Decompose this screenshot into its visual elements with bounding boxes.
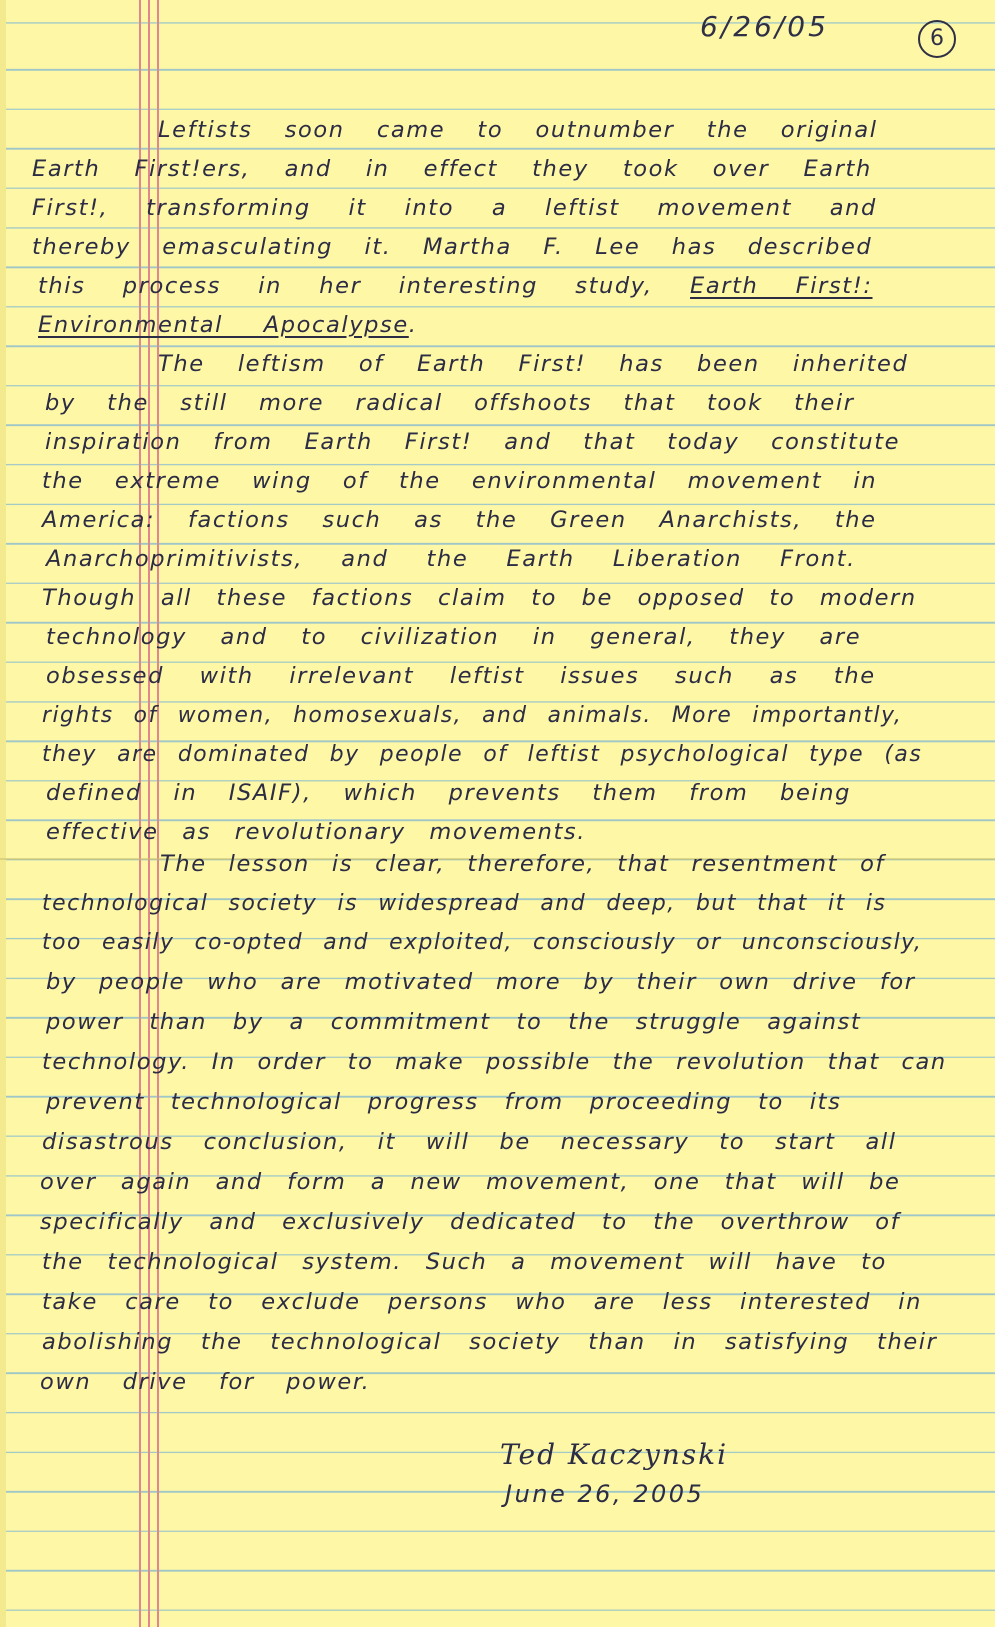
text-line	[42, 1129, 897, 1155]
text-segment: Earth First!ers, and in effect they took over Earth	[32, 156, 872, 182]
page-edge	[0, 0, 6, 1627]
text-line	[42, 468, 877, 494]
text-segment: defined in ISAIF), which prevents them from being	[46, 780, 851, 806]
text-line	[32, 234, 872, 260]
text-line	[42, 929, 922, 955]
text-segment: prevent technological progress from proceeding to its	[46, 1089, 842, 1115]
text-line	[42, 1329, 937, 1355]
underlined-title: Earth First!:	[690, 273, 873, 299]
text-line	[42, 507, 877, 533]
text-segment: abolishing the technological society than in satisfying their	[42, 1329, 938, 1355]
text-line	[32, 195, 877, 221]
text-line	[158, 351, 908, 377]
text-segment: own drive for power.	[40, 1369, 371, 1395]
text-line	[32, 156, 872, 182]
text-segment: .	[408, 312, 418, 338]
text-line	[38, 273, 873, 299]
text-segment: America: factions such as the Green Anarchists, the	[42, 507, 877, 533]
text-segment: thereby emasculating it. Martha F. Lee has described	[32, 234, 873, 260]
text-line	[46, 780, 851, 806]
text-line	[45, 429, 900, 455]
text-segment: Anarchoprimitivists, and the Earth Liberation Front.	[46, 546, 856, 572]
text-segment: they are dominated by people of leftist psychological type (as	[42, 741, 923, 767]
text-segment: The leftism of Earth First! has been inherited	[158, 351, 909, 377]
text-segment: by the still more radical offshoots that took their	[45, 390, 855, 416]
text-segment: disastrous conclusion, it will be necessary to start all	[42, 1129, 897, 1155]
text-segment: inspiration from Earth First! and that today constitute	[45, 429, 901, 455]
text-line	[46, 1089, 841, 1115]
page-date: 6/26/05	[700, 10, 829, 43]
signature-name: Ted Kaczynski	[500, 1438, 729, 1471]
text-segment: too easily co-opted and exploited, consciously or unconsciously,	[42, 929, 923, 955]
text-line	[46, 546, 856, 572]
underlined-title: Environmental Apocalypse	[38, 312, 409, 338]
text-segment: this process in her interesting study,	[38, 273, 691, 299]
text-segment: take care to exclude persons who are less interested in	[42, 1289, 923, 1315]
page-number: 6	[918, 20, 956, 58]
text-line	[42, 890, 887, 916]
signature-date: June 26, 2005	[505, 1480, 705, 1508]
text-line	[46, 1009, 861, 1035]
text-line	[42, 585, 917, 611]
text-segment: Though all these factions claim to be opposed to modern	[42, 585, 917, 611]
text-line	[42, 1249, 887, 1275]
text-line	[42, 741, 922, 767]
text-segment: First!, transforming it into a leftist movement and	[32, 195, 877, 221]
text-segment: effective as revolutionary movements.	[46, 819, 586, 845]
text-line	[46, 969, 916, 995]
text-segment: technology. In order to make possible the revolution that can	[42, 1049, 947, 1075]
text-segment: specifically and exclusively dedicated to the overthrow of	[40, 1209, 901, 1235]
text-line	[42, 1049, 947, 1075]
text-line	[40, 1209, 900, 1235]
text-line	[42, 702, 902, 728]
text-line	[42, 1289, 922, 1315]
text-line	[158, 117, 878, 143]
text-line	[46, 624, 861, 650]
text-line	[46, 819, 586, 845]
text-line	[46, 663, 876, 689]
text-segment: technological society is widespread and deep, but that it is	[42, 890, 887, 916]
text-line	[45, 390, 855, 416]
text-segment: by people who are motivated more by their own drive for	[46, 969, 916, 995]
text-segment: the technological system. Such a movement will have to	[42, 1249, 887, 1275]
text-segment: technology and to civilization in general, they are	[46, 624, 862, 650]
text-segment: over again and form a new movement, one that will be	[40, 1169, 901, 1195]
text-segment: the extreme wing of the environmental movement in	[42, 468, 878, 494]
text-segment: obsessed with irrelevant leftist issues such as the	[46, 663, 876, 689]
text-segment: power than by a commitment to the struggle against	[46, 1009, 862, 1035]
text-line	[38, 312, 418, 338]
text-line	[40, 1169, 900, 1195]
text-segment: The lesson is clear, therefore, that resentment of	[160, 851, 885, 877]
text-line	[40, 1369, 370, 1395]
text-segment: rights of women, homosexuals, and animals. More importantly,	[42, 702, 903, 728]
text-line	[160, 851, 885, 877]
text-segment: Leftists soon came to outnumber the original	[158, 117, 878, 143]
